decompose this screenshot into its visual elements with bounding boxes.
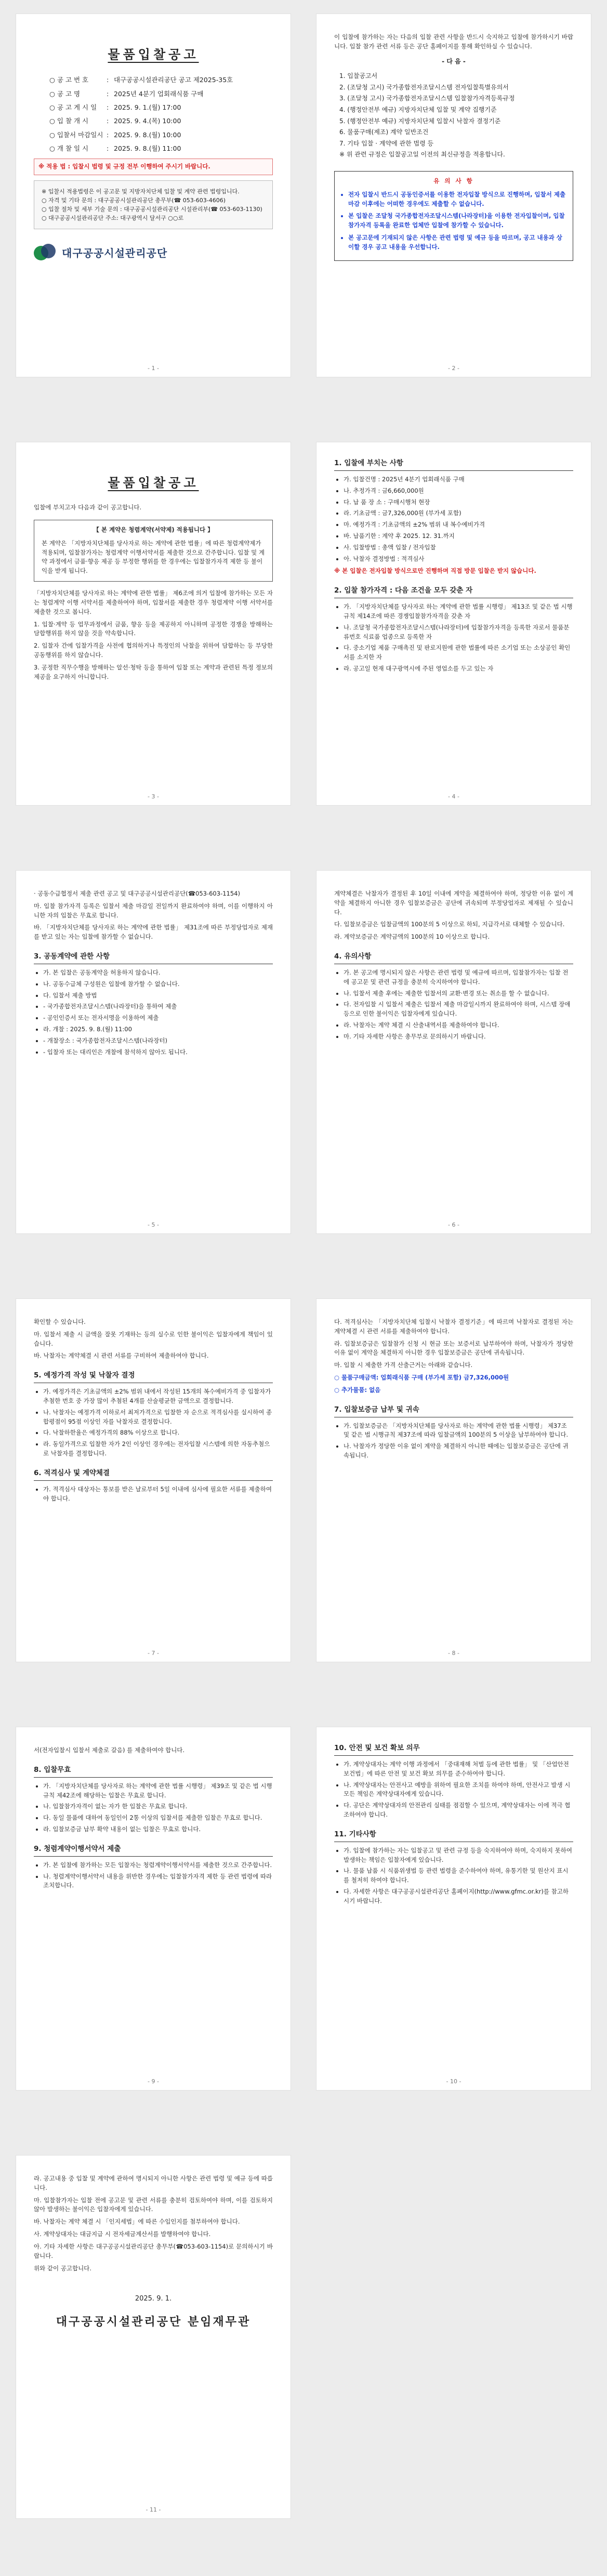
header-row [49, 143, 273, 153]
price-lines [334, 1373, 573, 1395]
section-5-title: 5. 예정가격 작성 및 낙찰자 결정 [34, 1370, 273, 1383]
header-label: ○ 공 고 명 [49, 89, 107, 99]
info-line: ※ 입찰시 적용법령은 이 공고문 및 지방자치단체 입찰 및 계약 관련 법령입니다. [42, 188, 240, 195]
list-item: • 다. 입찰서 제출 방법 [43, 991, 273, 1001]
page-number: - 2 - [448, 364, 459, 372]
paragraph: 라. 입찰보증금은 입찰참가 신청 시 현금 또는 보증서로 납부하여야 하며, 낙찰자가 정당한 이유 없이 계약을 체결하지 아니한 경우 입찰보증금은 공단에 귀속됩니다. [334, 1339, 573, 1357]
separator: : [107, 130, 109, 139]
list-item: • 가. 「지방자치단체를 당사자로 하는 계약에 관한 법률 시행령」 제39조 및 같은 법 시행규칙 제42조에 해당하는 입찰은 무효로 합니다. [43, 1782, 273, 1800]
list-item: • 가. 예정가격은 기초금액의 ±2% 범위 내에서 작성된 15개의 복수예비가격 중 입찰자가 추첨한 번호 중 가장 많이 추첨된 4개를 산술평균한 금액으로 결정합니다. [43, 1387, 273, 1406]
page-title: 물품입찰공고 [108, 47, 199, 62]
list-item: • 다. 자세한 사항은 대구공공시설관리공단 홈페이지(http://www.gfmc.or.kr)를 참고하시기 바랍니다. [344, 1887, 573, 1906]
section-10-list [334, 1760, 573, 1820]
paragraph: 바. 「지방자치단체를 당사자로 하는 계약에 관한 법률」 제31조에 따른 부정당업자로 제재를 받고 있는 자는 입찰에 참가할 수 없습니다. [34, 924, 273, 941]
paragraph: · 공동수급협정서 제출 관련 공고 및 대구공공시설관리공단(☎053-603-1154) [34, 890, 240, 897]
page-number: - 3 - [148, 793, 159, 800]
page-number: - 6 - [448, 1221, 459, 1228]
list-item: • 다. 공단은 계약상대자의 안전관리 실태를 점검할 수 있으며, 계약상대자는 이에 적극 협조하여야 합니다. [344, 1801, 573, 1820]
header-label: ○ 개 찰 일 시 [49, 143, 107, 153]
notice-header-list [49, 75, 273, 153]
list-item: • 라. 개찰 : 2025. 9. 8.(월) 11:00 [43, 1025, 273, 1034]
toc-item: 3. (조달청 고시) 국가종합전자조달시스템 입찰참가자격등록규정 [339, 95, 515, 102]
paragraphs [334, 889, 573, 942]
toc-item: ※ 위 관련 규정은 입찰공고일 이전의 최신규정을 적용합니다. [339, 151, 505, 159]
page-7 [16, 1298, 291, 1662]
header-row [49, 116, 273, 126]
section-9-title: 9. 청렴계약이행서약서 제출 [34, 1844, 273, 1857]
toc-item: 2. (조달청 고시) 국가종합전자조달시스템 전자입찰특별유의서 [339, 83, 509, 91]
section-4-title: 4. 유의사항 [334, 951, 573, 964]
list-item: • 가. 본 공고에 명시되지 않은 사항은 관련 법령 및 예규에 따르며, 입찰참가자는 입찰 전에 공고문 및 관련 규정을 충분히 숙지하여야 합니다. [344, 968, 573, 987]
toc-item: 6. 물품구매(제조) 계약 일반조건 [339, 128, 429, 136]
list-item: • 가. 적격심사 대상자는 통보를 받은 날로부터 5일 이내에 심사에 필요한 서류를 제출하여야 합니다. [43, 1485, 273, 1504]
separator: : [107, 117, 109, 125]
related-rules-list [339, 71, 573, 160]
list-item: • 가. 「지방자치단체를 당사자로 하는 계약에 관한 법률 시행령」 제13조 및 같은 법 시행규칙 제14조에 따른 경쟁입찰참가자격을 갖춘 자 [344, 602, 573, 621]
list-item: • 마. 예정가격 : 기초금액의 ±2% 범위 내 복수예비가격 [344, 520, 573, 530]
paragraph: 다. 적격심사는 「지방자치단체 입찰시 낙찰자 결정기준」에 따르며 낙찰자로 결정된 자는 계약체결 시 관련 서류를 제출하여야 합니다. [334, 1318, 573, 1335]
toc-item: 7. 기타 입찰 · 계약에 관한 법령 등 [339, 139, 434, 147]
paragraph: 마. 입찰 참가자격 등록은 입찰서 제출 마감일 전일까지 완료하여야 하며, 이를 이행하지 아니한 자의 입찰은 무효로 합니다. [34, 902, 273, 919]
header-label: ○ 공 고 번 호 [49, 75, 107, 85]
list-item: • 다. 납 품 장 소 : 구매시행처 현장 [344, 498, 573, 507]
paragraph: 마. 입찰참가자는 입찰 전에 공고문 및 관련 서류를 충분히 검토하여야 하며, 이를 검토하지 않아 발생하는 불이익은 입찰자에게 있습니다. [34, 2196, 273, 2213]
section-2-list [334, 602, 573, 674]
header-row [49, 89, 273, 99]
toc-item: 1. 입찰공고서 [339, 72, 378, 80]
paragraph: 사. 계약상대자는 대금지급 시 전자세금계산서를 발행하여야 합니다. [34, 2230, 211, 2238]
header-value: 2025. 9. 8.(월) 11:00 [114, 144, 181, 153]
header-label: ○ 입찰서 마감일시 [49, 130, 107, 140]
page-6 [316, 870, 591, 1234]
page-11 [16, 2155, 291, 2519]
header-row [49, 130, 273, 140]
page-number: - 10 - [446, 2078, 461, 2085]
section-9-list [34, 1861, 273, 1890]
list-item: • 나. 계약상대자는 안전사고 예방을 위하여 필요한 조치를 하여야 하며, 안전사고 발생 시 모든 책임은 계약상대자에게 있습니다. [344, 1781, 573, 1799]
paragraph: 라. 계약보증금은 계약금액의 100분의 10 이상으로 합니다. [334, 933, 490, 941]
list-item: • 나. 공동수급체 구성원은 입찰에 참가할 수 없습니다. [43, 980, 273, 989]
header-label: ○ 입 찰 개 시 [49, 116, 107, 126]
paragraph: 서(전자입찰시 입찰서 제출로 갈음) 를 제출하여야 합니다. [34, 1746, 185, 1754]
section-11-title: 11. 기타사항 [334, 1829, 573, 1842]
section-7-list [334, 1422, 573, 1461]
header-row [49, 75, 273, 85]
header-value: 2025. 9. 4.(목) 10:00 [114, 117, 181, 125]
header-value: 2025년 4분기 업회래식품 구매 [114, 89, 204, 98]
paragraphs [334, 1318, 573, 1370]
intro-text: 이 입찰에 참가하는 자는 다음의 입찰 관련 사항을 반드시 숙지하고 입찰에 참가하시기 바랍니다. 입찰 참가 관련 서류 등은 공단 홈페이지를 통해 확인하실 수 있습니다. [334, 33, 573, 50]
integrity-box-title: 【 본 계약은 청렴계약(서약제) 적용됩니다 】 [93, 526, 214, 533]
separator: : [107, 144, 109, 153]
list-item: • 가. 입찰보증금은 「지방자치단체를 당사자로 하는 계약에 관한 법률 시행령」 제37조 및 같은 법 시행규칙 제37조에 따라 입찰금액의 100분의 5 이상을 납부하여야 합니다. [344, 1422, 573, 1440]
section-3-list [34, 968, 273, 1057]
toc-title: - 다 음 - [442, 57, 466, 65]
section-11-list [334, 1846, 573, 1906]
page-title: 물품입찰공고 [108, 476, 199, 490]
list-item: • 라. 입찰보증금 납부 확약 내용이 없는 입찰은 무효로 합니다. [43, 1825, 273, 1834]
page-number: - 9 - [148, 2078, 159, 2085]
caution-box [334, 171, 573, 261]
list-item: • 다. 낙찰하한율은 예정가격의 88% 이상으로 합니다. [43, 1428, 273, 1438]
paragraph: 아. 기타 자세한 사항은 대구공공시설관리공단 총무부(☎053-603-1154)로 문의하시기 바랍니다. [34, 2242, 273, 2259]
section-6-list [34, 1485, 273, 1504]
paragraph: 2. 입찰자 간에 입찰가격을 사전에 협의하거나 특정인의 낙찰을 위하여 담합하는 등 부당한 공동행위를 하지 않습니다. [34, 642, 273, 659]
section-7-title: 7. 입찰보증금 납부 및 귀속 [334, 1404, 573, 1417]
list-item: • 사. 입찰방법 : 총액 입찰 / 전자입찰 [344, 543, 573, 553]
paragraph: 바. 낙찰자는 계약체결 시 관련 서류를 구비하여 제출하여야 합니다. [34, 1352, 209, 1360]
separator: : [107, 103, 109, 111]
separator: : [107, 89, 109, 98]
list-item: • 나. 조달청 국가종합전자조달시스템(나라장터)에 입찰참가자격을 등록한 자로서 물품분류번호 식료품 업종으로 등록한 자 [344, 623, 573, 642]
list-item: • 나. 청렴계약이행서약서 내용을 위반한 경우에는 입찰참가자격 제한 등 관련 법령에 따라 조치합니다. [43, 1872, 273, 1891]
list-item: • 나. 낙찰자가 정당한 이유 없이 계약을 체결하지 아니한 때에는 입찰보증금은 공단에 귀속됩니다. [344, 1442, 573, 1461]
list-item: • 가. 본 입찰은 공동계약을 허용하지 않습니다. [43, 968, 273, 978]
list-item: • 다. 동일 물품에 대하여 동일인이 2통 이상의 입찰서를 제출한 입찰은 무효로 합니다. [43, 1813, 273, 1823]
section-8-list [34, 1782, 273, 1834]
page-4 [316, 442, 591, 806]
integrity-box [34, 520, 273, 582]
caution-list [341, 190, 566, 252]
page-9 [16, 1727, 291, 2091]
closing-block [34, 2294, 273, 2331]
toc-item: 4. (행정안전부 예규) 지방자치단체 입찰 및 계약 집행기준 [339, 106, 497, 113]
notice-date: 2025. 9. 1. [135, 2295, 172, 2303]
list-item: • 나. 추정가격 : 금6,660,000원 [344, 487, 573, 496]
issuer-name: 대구공공시설관리공단 분임재무관 [56, 2316, 251, 2329]
paragraphs [34, 589, 273, 681]
caution-title: 유 의 사 항 [433, 177, 474, 185]
red-note: ※ 적용 법 : 입찰시 법령 및 규정 전부 이행하여 주시기 바랍니다. [38, 163, 210, 170]
toc-item: 5. (행정안전부 예규) 지방자치단체 입찰시 낙찰자 결정기준 [339, 117, 501, 125]
page-number: - 11 - [146, 2506, 161, 2513]
section-2-title: 2. 입찰 참가자격 : 다음 조건을 모두 갖춘 자 [334, 585, 573, 598]
paragraph: 3. 공정한 직무수행을 방해하는 알선·청탁 등을 통하여 입찰 또는 계약과 관련된 특정 정보의 제공을 요구하지 아니합니다. [34, 663, 273, 680]
list-item: • 나. 입찰참가자격이 없는 자가 한 입찰은 무효로 합니다. [43, 1802, 273, 1811]
price-line: ○ 추가물품: 없음 [334, 1386, 381, 1394]
info-line: ○ 입찰 절차 및 세부 기술 문의 : 대구공공시설관리공단 시설관리부(☎ 053-603-1130) [42, 206, 262, 213]
list-item: • - 국가종합전자조달시스템(나라장터)을 통하여 제출 [43, 1002, 273, 1011]
paragraph: 라. 공고내용 중 입찰 및 계약에 관하여 명시되지 아니한 사항은 관련 법령 및 예규 등에 따릅니다. [34, 2175, 273, 2191]
list-item: • 라. 낙찰자는 계약 체결 시 산출내역서를 제출하여야 합니다. [344, 1021, 573, 1030]
paragraphs [34, 889, 273, 942]
header-value: 대구공공시설관리공단 공고 제2025-35호 [114, 76, 233, 84]
page-number: - 7 - [148, 1649, 159, 1657]
paragraph: 마. 입찰서 제출 시 금액을 잘못 기재하는 등의 실수로 인한 불이익은 입찰자에게 책임이 있습니다. [34, 1330, 273, 1347]
list-item: • 라. 기초금액 : 금7,326,000원 (부가세 포함) [344, 509, 573, 518]
section-3-title: 3. 공동계약에 관한 사항 [34, 951, 273, 964]
list-item: • 라. 동일가격으로 입찰한 자가 2인 이상인 경우에는 전자입찰 시스템에 의한 자동추첨으로 낙찰자를 결정합니다. [43, 1440, 273, 1458]
integrity-box-text: 본 계약은 「지방자치단체를 당사자로 하는 계약에 관한 법률」에 따른 청렴계약제가 적용되며, 입찰참가자는 청렴계약 이행서약서를 제출한 것으로 간주합니다. 입찰 및 계약 과정에서 금품·향응 제공 등 부정한 행위를 한 경우에는 입찰참가자격 제한 등 불이익을 받게 됩니다. [42, 539, 265, 575]
logo-text: 대구공공시설관리공단 [62, 246, 168, 259]
info-box [34, 180, 273, 229]
header-value: 2025. 9. 1.(월) 17:00 [114, 103, 181, 111]
paragraph: 위와 같이 공고합니다. [34, 2264, 91, 2272]
caution-item: • 본 입찰은 조달청 국가종합전자조달시스템(나라장터)을 이용한 전자입찰이며, 입찰참가자격 등록을 완료한 업체만 입찰에 참가할 수 있습니다. [348, 212, 566, 230]
list-item: • 가. 입찰에 참가하는 자는 입찰공고 및 관련 규정 등을 숙지하여야 하며, 숙지하지 못하여 발생하는 책임은 입찰자에게 있습니다. [344, 1846, 573, 1865]
section-6-title: 6. 적격심사 및 계약체결 [34, 1468, 273, 1481]
paragraphs [34, 1318, 273, 1361]
logo-mark-icon [34, 242, 57, 265]
section-1-red-note: ※ 본 입찰은 전자입찰 방식으로만 진행하며 직접 방문 입찰은 받지 않습니다. [334, 567, 536, 575]
page-2 [316, 14, 591, 377]
list-item: • 나. 물품 납품 시 식품위생법 등 관련 법령을 준수하여야 하며, 유통기한 및 원산지 표시를 철저히 하여야 합니다. [344, 1867, 573, 1885]
list-item: • 나. 입찰서 제출 후에는 제출한 입찰서의 교환·변경 또는 취소를 할 수 없습니다. [344, 989, 573, 998]
list-item: • - 입찰자 또는 대리인은 개찰에 참석하지 않아도 됩니다. [43, 1048, 273, 1057]
caution-item: • 본 공고문에 기재되지 않은 사항은 관련 법령 및 예규 등을 따르며, 공고 내용과 상이할 경우 공고 내용을 우선합니다. [348, 233, 566, 252]
header-label: ○ 공 고 게 시 일 [49, 102, 107, 112]
section-1-title: 1. 입찰에 부치는 사항 [334, 458, 573, 471]
list-item: • 마. 기타 자세한 사항은 총무부로 문의하시기 바랍니다. [344, 1032, 573, 1042]
page-number: - 5 - [148, 1221, 159, 1228]
list-item: • 바. 납품기한 : 계약 후 2025. 12. 31.까지 [344, 532, 573, 541]
list-item: • 가. 입찰건명 : 2025년 4분기 업회래식품 구매 [344, 475, 573, 484]
paragraphs [34, 2174, 273, 2273]
paragraph: 다. 입찰보증금은 입찰금액의 100분의 5 이상으로 하되, 지급각서로 대체할 수 있습니다. [334, 921, 565, 928]
caution-item: • 전자 입찰시 반드시 공동인증서를 이용한 전자입찰 방식으로 진행하며, 입찰서 제출 마감 이후에는 어떠한 경우에도 제출할 수 없습니다. [348, 190, 566, 209]
header-row [49, 102, 273, 112]
info-line: ○ 자격 및 기타 문의 : 대구공공시설관리공단 총무부(☎ 053-603-4606) [42, 197, 226, 204]
list-item: • 가. 계약상대자는 계약 이행 과정에서 「중대재해 처벌 등에 관한 법률」 및 「산업안전보건법」에 따른 안전 및 보건 확보 의무를 준수하여야 합니다. [344, 1760, 573, 1779]
paragraph: 확인할 수 있습니다. [34, 1318, 86, 1325]
page-5 [16, 870, 291, 1234]
header-value: 2025. 9. 8.(월) 10:00 [114, 130, 181, 139]
info-line: ○ 대구공공시설관리공단 주소: 대구광역시 달서구 ○○로 [42, 215, 184, 222]
page-1 [16, 14, 291, 377]
paragraph: 계약체결은 낙찰자가 결정된 후 10일 이내에 계약을 체결하여야 하며, 정당한 이유 없이 계약을 체결하지 아니한 경우 입찰보증금은 공단에 귀속되며 부정당업자로 제재될 수 있습니다. [334, 890, 573, 916]
page-number: - 8 - [448, 1649, 459, 1657]
list-item: • 다. 전자입찰 시 입찰서 제출은 입찰서 제출 마감일시까지 완료하여야 하며, 시스템 장애 등으로 인한 불이익은 입찰자에게 있습니다. [344, 1000, 573, 1019]
separator: : [107, 76, 109, 84]
list-item: • - 개찰장소 : 국가종합전자조달시스템(나라장터) [43, 1036, 273, 1046]
list-item: • 아. 낙찰자 결정방법 : 적격심사 [344, 555, 573, 564]
list-item: • 가. 본 입찰에 참가하는 모든 입찰자는 청렴계약이행서약서를 제출한 것으로 간주합니다. [43, 1861, 273, 1870]
list-item: • 다. 중소기업 제품 구매촉진 및 판로지원에 관한 법률에 따른 소기업 또는 소상공인 확인서를 소지한 자 [344, 643, 573, 662]
list-item: • 라. 공고일 현재 대구광역시에 주된 영업소를 두고 있는 자 [344, 664, 573, 674]
list-item: • 나. 낙찰자는 예정가격 이하로서 최저가격으로 입찰한 자 순으로 적격심사를 실시하여 종합평점이 95점 이상인 자를 낙찰자로 결정합니다. [43, 1408, 273, 1427]
section-1-list [334, 475, 573, 564]
paragraph: 바. 낙찰자는 계약 체결 시 「인지세법」에 따른 수입인지를 첨부하여야 합니다. [34, 2218, 240, 2226]
section-4-list [334, 968, 573, 1042]
paragraphs [34, 1746, 273, 1755]
org-logo [34, 242, 273, 265]
section-10-title: 10. 안전 및 보건 확보 의무 [334, 1743, 573, 1756]
section-8-title: 8. 입찰무효 [34, 1765, 273, 1778]
price-line: ○ 물품구매금액: 업회래식품 구매 (부가세 포함) 금7,326,000원 [334, 1374, 509, 1382]
list-item: • - 공인인증서 또는 전자서명을 이용하여 제출 [43, 1014, 273, 1023]
section-5-list [34, 1387, 273, 1458]
legal-notice [34, 159, 273, 175]
page-number: - 4 - [448, 793, 459, 800]
page-number: - 1 - [148, 364, 159, 372]
paragraph: 「지방자치단체를 당사자로 하는 계약에 관한 법률」 제6조에 의거 입찰에 참가하는 모든 자는 청렴계약 이행 서약서를 제출하여야 하며, 입찰서를 제출한 경우 청렴계약 이행 서약서를 제출한 것으로 봅니다. [34, 589, 273, 615]
paragraph: 1. 입찰·계약 등 업무과정에서 금품, 향응 등을 제공하지 아니하며 공정한 경쟁을 방해하는 담합행위를 하지 않을 것을 약속합니다. [34, 620, 273, 637]
page-subtitle: 입찰에 부치고자 다음과 같이 공고합니다. [34, 504, 142, 511]
page-10 [316, 1727, 591, 2091]
paragraph: 마. 입찰 시 제출한 가격 산출근거는 아래와 같습니다. [334, 1361, 473, 1369]
page-3 [16, 442, 291, 806]
page-8 [316, 1298, 591, 1662]
